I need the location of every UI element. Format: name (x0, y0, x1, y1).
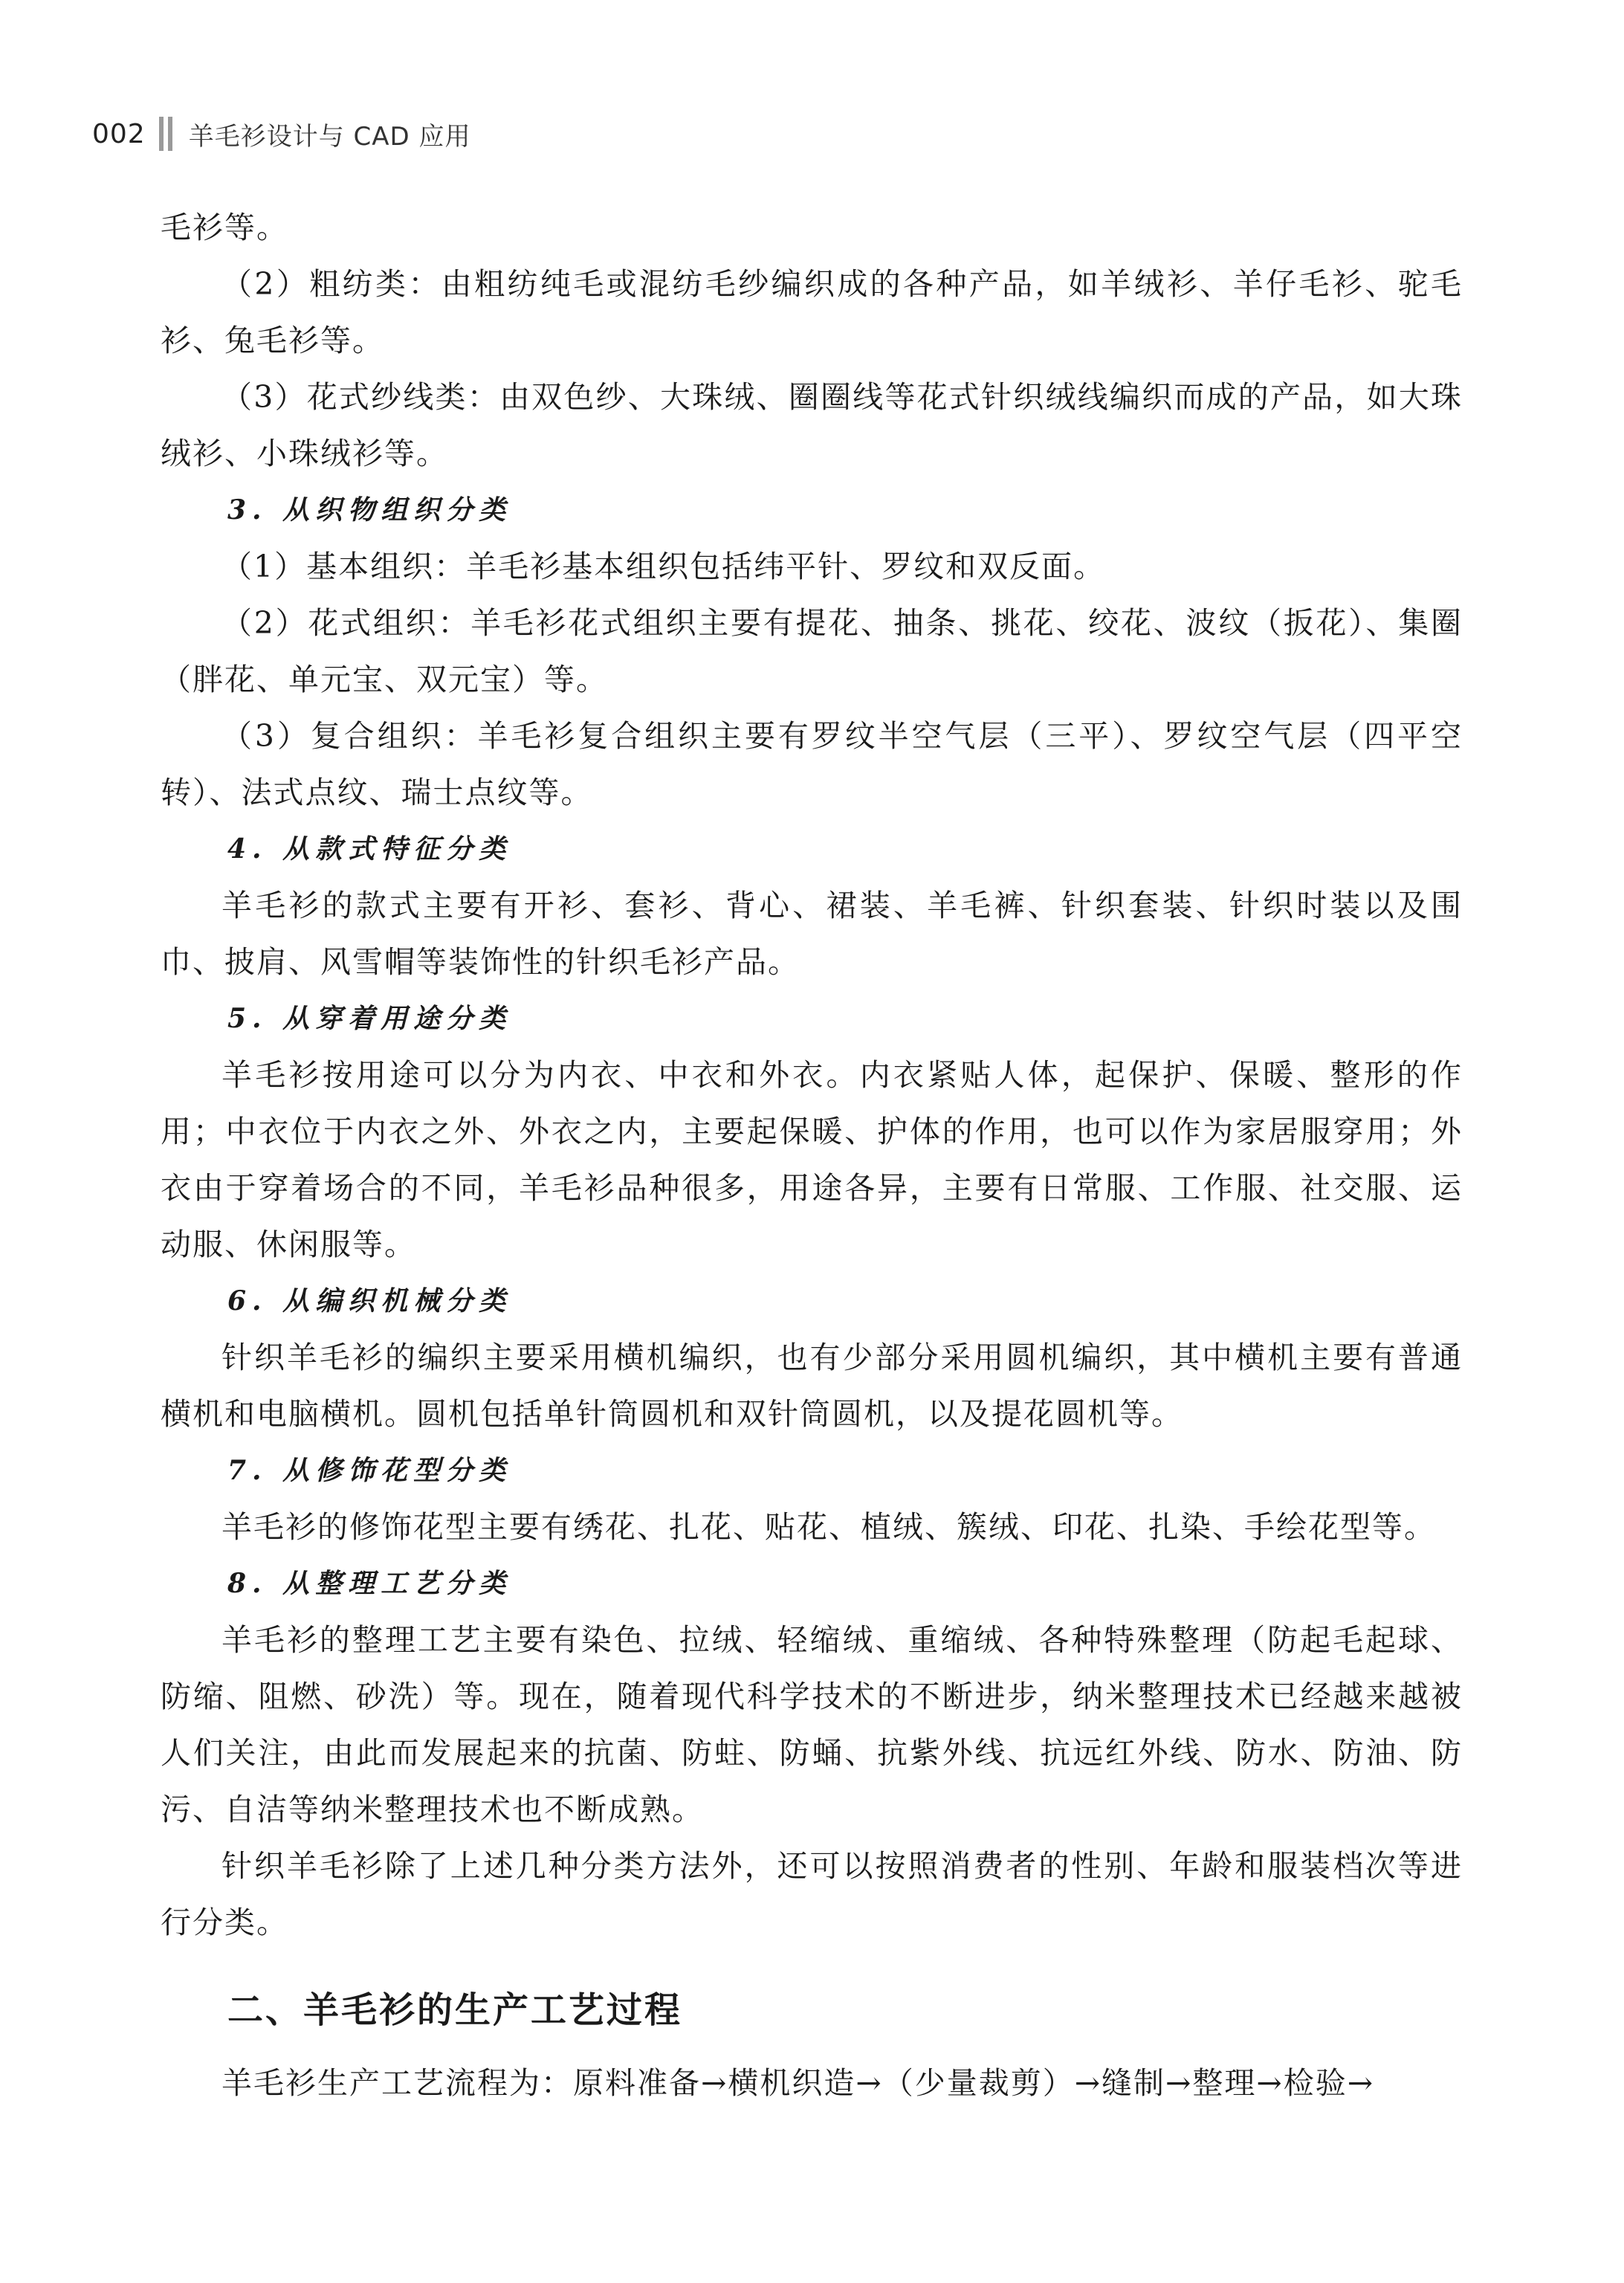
subheading: 8. 从整理工艺分类 (227, 1568, 512, 1599)
page-body (161, 199, 1463, 2111)
page-number: 002 (92, 118, 146, 149)
subheading: 4. 从款式特征分类 (227, 833, 512, 865)
paragraph: 羊毛衫生产工艺流程为：原料准备→横机织造→（少量裁剪）→缝制→整理→检验→ (221, 2065, 1375, 2101)
paragraph: （3）花式纱线类：由双色纱、大珠绒、圈圈线等花式针织绒线编织而成的产品，如大珠绒衫、小珠绒衫等。 (161, 379, 1463, 471)
subheading: 3. 从织物组织分类 (227, 494, 512, 526)
section-title: 二、羊毛衫的生产工艺过程 (227, 1989, 683, 2031)
paragraph: 羊毛衫的整理工艺主要有染色、拉绒、轻缩绒、重缩绒、各种特殊整理（防起毛起球、防缩、阻燃、砂洗）等。现在，随着现代科学技术的不断进步，纳米整理技术已经越来越被人们关注，由此而发展起来的抗菌、防蛀、防蛹、抗紫外线、抗远红外线、防水、防油、防污、自洁等纳米整理技术也不断成熟。 (161, 1622, 1463, 1827)
book-title: 羊毛衫设计与 CAD 应用 (188, 121, 471, 152)
paragraph: 羊毛衫按用途可以分为内衣、中衣和外衣。内衣紧贴人体，起保护、保暖、整形的作用；中衣位于内衣之外、外衣之内，主要起保暖、护体的作用，也可以作为家居服穿用；外衣由于穿着场合的不同，羊毛衫品种很多，用途各异，主要有日常服、工作服、社交服、运动服、休闲服等。 (161, 1057, 1463, 1262)
paragraph: （2）粗纺类：由粗纺纯毛或混纺毛纱编织成的各种产品，如羊绒衫、羊仔毛衫、驼毛衫、兔毛衫等。 (161, 266, 1463, 358)
paragraph: 针织羊毛衫除了上述几种分类方法外，还可以按照消费者的性别、年龄和服装档次等进行分类。 (161, 1848, 1463, 1940)
paragraph: 羊毛衫的修饰花型主要有绣花、扎花、贴花、植绒、簇绒、印花、扎染、手绘花型等。 (221, 1509, 1436, 1545)
running-header (92, 112, 471, 156)
paragraph: （3）复合组织：羊毛衫复合组织主要有罗纹半空气层（三平）、罗纹空气层（四平空转）、法式点纹、瑞士点纹等。 (161, 718, 1463, 810)
header-divider (159, 117, 172, 151)
paragraph: 针织羊毛衫的编织主要采用横机编织，也有少部分采用圆机编织，其中横机主要有普通横机和电脑横机。圆机包括单针筒圆机和双针筒圆机，以及提花圆机等。 (161, 1340, 1463, 1432)
subheading: 7. 从修饰花型分类 (227, 1455, 512, 1486)
subheading: 5. 从穿着用途分类 (227, 1003, 512, 1034)
subheading: 6. 从编织机械分类 (227, 1285, 512, 1317)
paragraph: 毛衫等。 (161, 210, 288, 245)
paragraph: （2）花式组织：羊毛衫花式组织主要有提花、抽条、挑花、绞花、波纹（扳花）、集圈（胖花、单元宝、双元宝）等。 (161, 605, 1463, 697)
paragraph: 羊毛衫的款式主要有开衫、套衫、背心、裙装、羊毛裤、针织套装、针织时装以及围巾、披肩、风雪帽等装饰性的针织毛衫产品。 (161, 888, 1463, 980)
paragraph: （1）基本组织：羊毛衫基本组织包括纬平针、罗纹和双反面。 (221, 549, 1106, 584)
